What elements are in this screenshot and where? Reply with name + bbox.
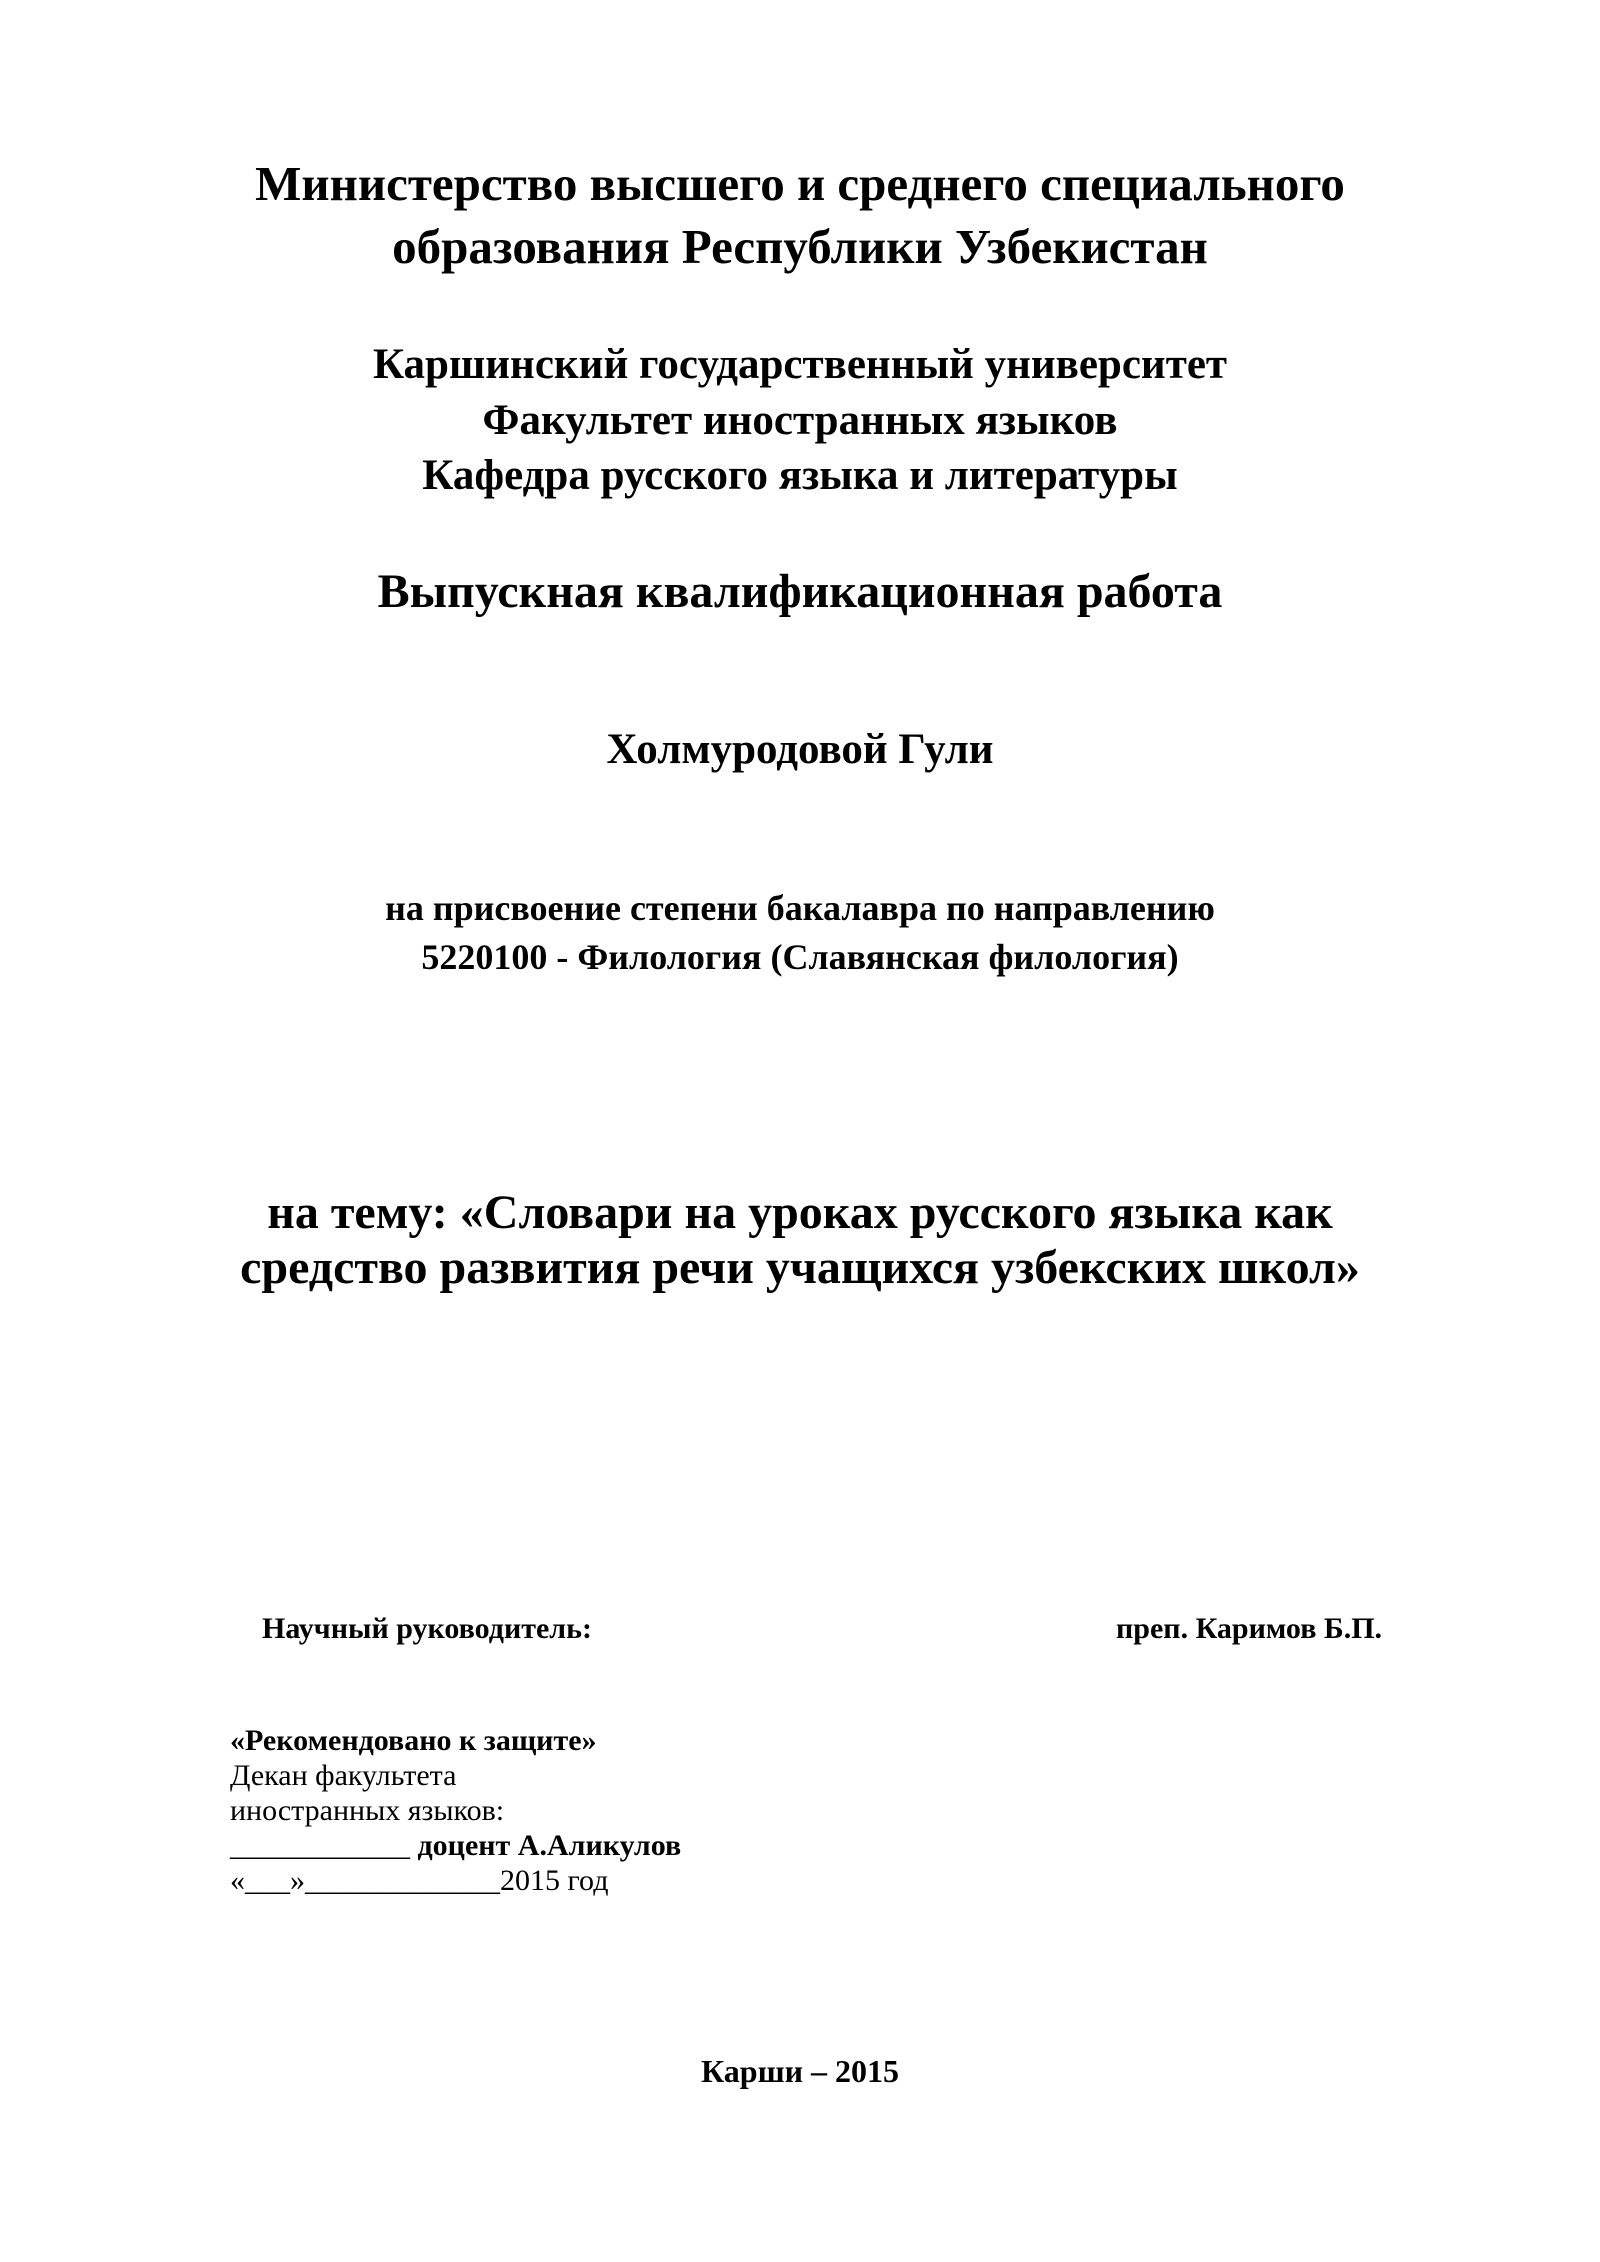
dean-line-1: Декан факультета: [230, 1759, 457, 1792]
date-line: «___»_____________2015 год: [230, 1864, 609, 1897]
degree-line-1: на присвоение степени бакалавра по направлению: [385, 888, 1215, 928]
supervisor-label: Научный руководитель:: [262, 1612, 592, 1645]
dean-line-2: иностранных языков:: [230, 1794, 505, 1827]
signatory-name: доцент А.Аликулов: [410, 1829, 682, 1862]
signature-line: [230, 1829, 681, 1863]
department-name: Кафедра русского языка и литературы: [422, 452, 1178, 499]
ministry-line-2: образования Республики Узбекистан: [392, 219, 1208, 274]
city-year: Карши – 2015: [700, 2053, 900, 2089]
recommended-label: «Рекомендовано к защите»: [230, 1724, 597, 1757]
topic-line-2: средство развития речи учащихся узбекских школ»: [240, 1241, 1360, 1294]
work-title: Выпускная квалификационная работа: [377, 565, 1223, 618]
ministry-line-1: Министерство высшего и среднего специального: [255, 156, 1345, 211]
supervisor-name: преп. Каримов Б.П.: [1116, 1612, 1383, 1645]
faculty-name: Факультет иностранных языков: [482, 397, 1118, 444]
author-name: Холмуродовой Гули: [606, 726, 994, 773]
topic-line-1: на тему: «Словари на уроках русского языка как: [267, 1186, 1333, 1239]
degree-line-2: 5220100 - Филология (Славянская филология): [421, 937, 1179, 977]
university-name: Каршинский государственный университет: [372, 341, 1228, 388]
signature-blank: ____________: [230, 1829, 410, 1862]
